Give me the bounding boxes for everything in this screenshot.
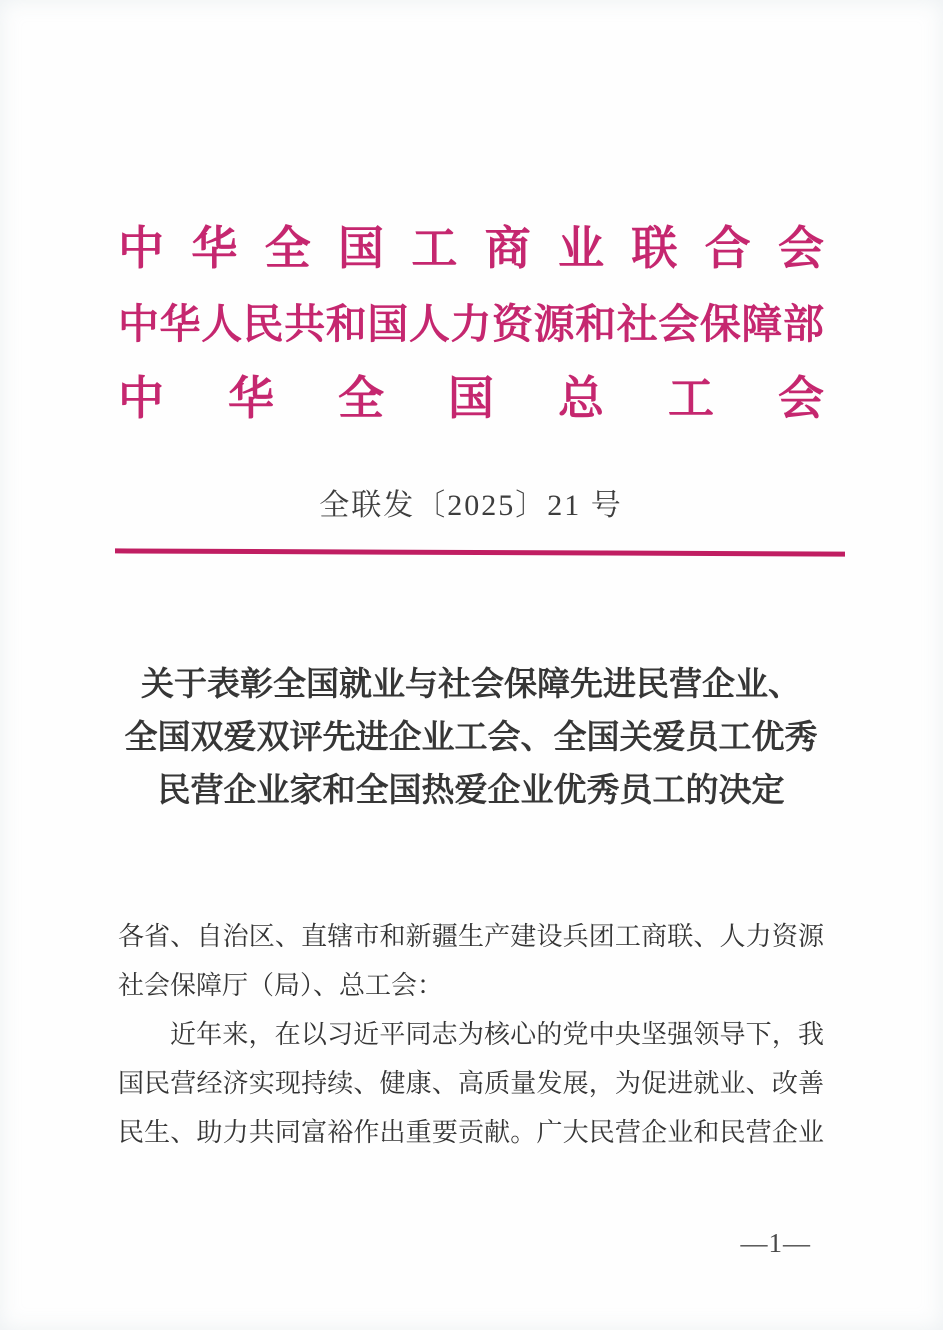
paragraph-line-1: 近年来，在以习近平同志为核心的党中央坚强领导下，我 [170,1020,824,1049]
document-reference-number: 全联发〔2025〕21 号 [319,489,623,522]
org-name-line-1: 中华全国工商业联合会 [118,223,824,274]
document-title [118,657,824,816]
letterhead [118,212,824,436]
document-body [118,912,824,1157]
red-separator-rule [115,548,845,556]
document-title-line-3: 民营企业家和全国热爱企业优秀员工的决定 [157,771,785,808]
salutation-line-1: 各省、自治区、直辖市和新疆生产建设兵团工商联、人力资源 [118,922,824,951]
paragraph-line-2: 国民营经济实现持续、健康、高质量发展，为促进就业、改善 [118,1069,824,1098]
paragraph-line-3: 民生、助力共同富裕作出重要贡献。广大民营企业和民营企业 [118,1118,824,1147]
page-number: —1— [740,1228,811,1258]
org-name-line-2: 中华人民共和国人力资源和社会保障部 [118,301,824,347]
document-title-line-2: 全国双爱双评先进企业工会、全国关爱员工优秀 [124,718,818,755]
org-name-line-3: 中华全国总工会 [118,373,824,424]
document-title-line-1: 关于表彰全国就业与社会保障先进民营企业、 [141,665,801,702]
salutation-line-2: 社会保障厅（局）、总工会： [118,971,444,1000]
